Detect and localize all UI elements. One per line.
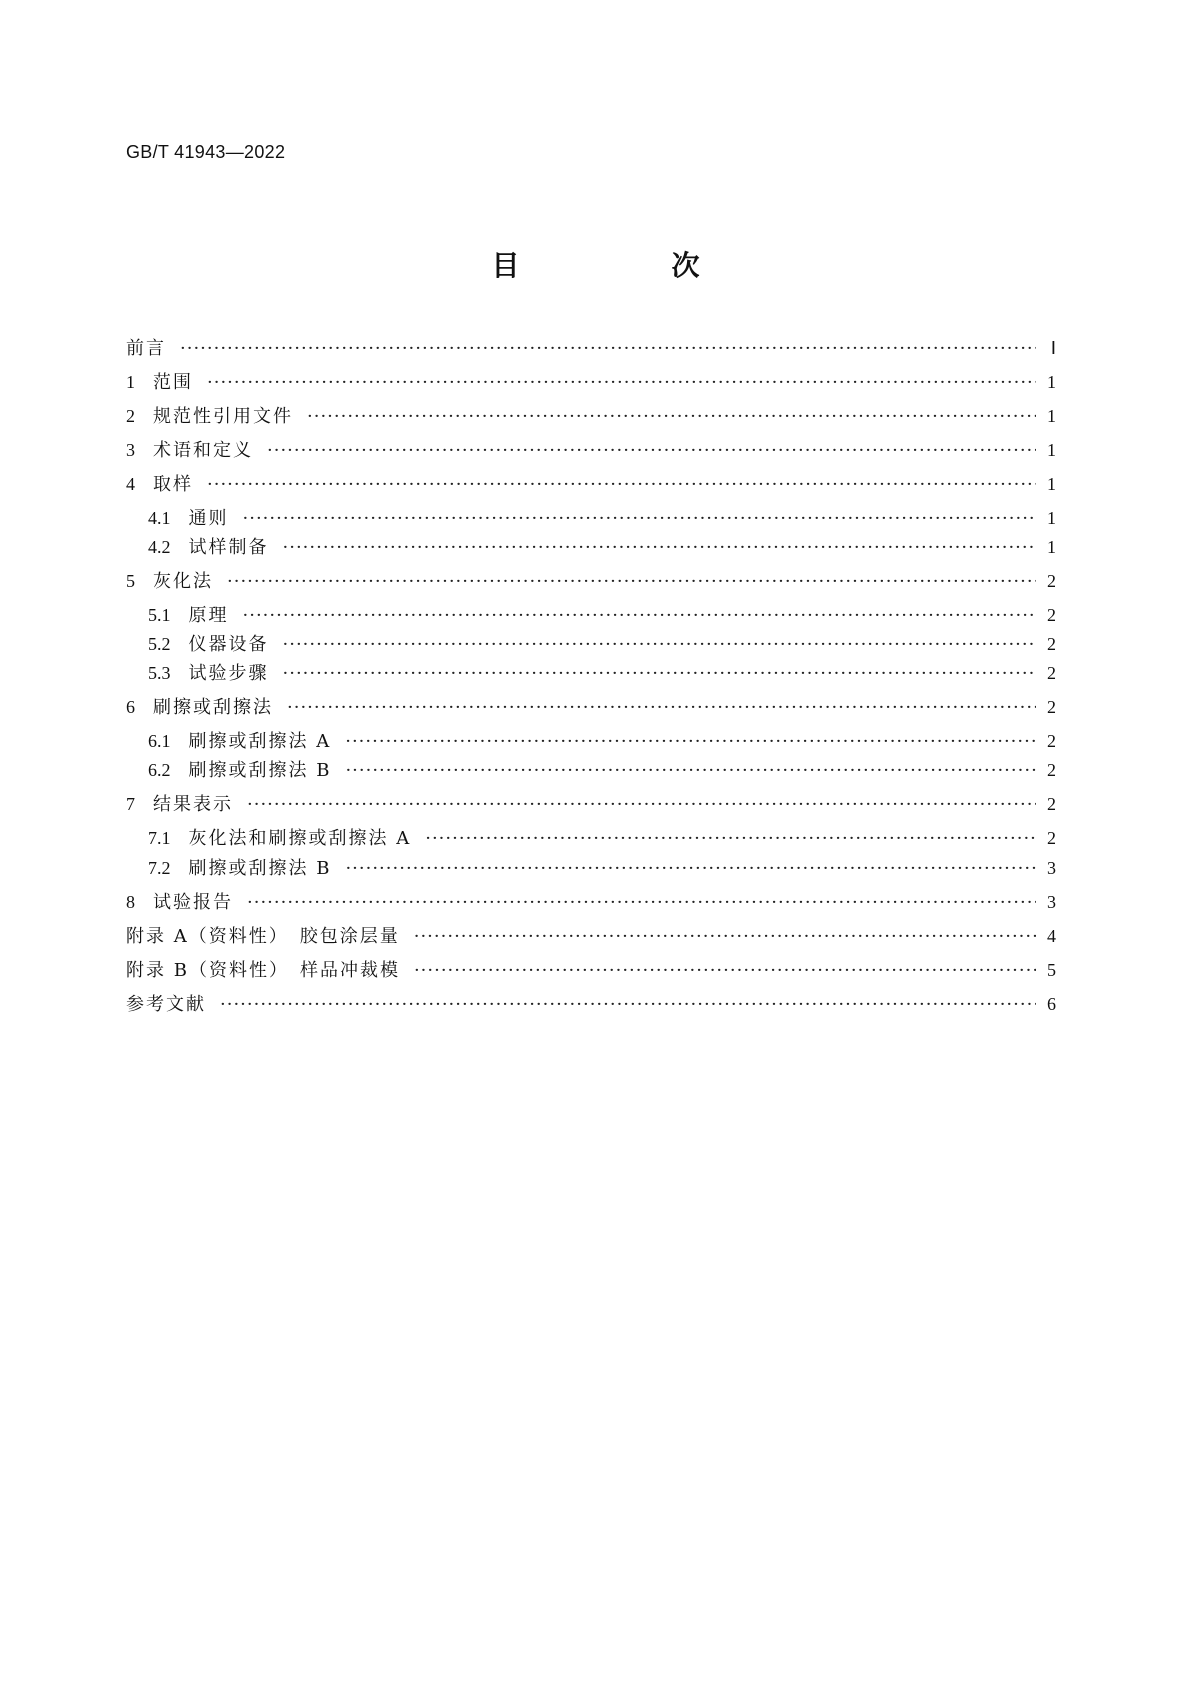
toc-entry-label: 灰化法: [153, 571, 213, 592]
toc-entry-number: 7.1: [148, 828, 171, 848]
toc-entry-label: 参考文献: [126, 994, 206, 1015]
toc-entry-number: 7.2: [148, 858, 171, 878]
toc-leader-dots: [414, 926, 1036, 947]
toc-leader-dots: [243, 605, 1037, 626]
toc-entry-page: 2: [1047, 605, 1056, 625]
toc-entry-page: 1: [1047, 508, 1056, 528]
toc-entry-page: 4: [1047, 926, 1056, 946]
toc-entry[interactable]: [148, 533, 1056, 559]
toc-entry-label: 规范性引用文件: [153, 406, 293, 427]
toc-entry[interactable]: [126, 368, 1056, 394]
toc-entry-page: 2: [1047, 731, 1056, 751]
toc-entry[interactable]: [126, 888, 1056, 914]
toc-entry-label: 原理: [188, 605, 229, 626]
toc-leader-dots: [247, 794, 1036, 815]
toc-leader-dots: [283, 537, 1037, 558]
toc-leader-dots: [180, 338, 1036, 359]
toc-entry-page: 1: [1047, 372, 1056, 392]
toc-entry[interactable]: [126, 470, 1056, 496]
toc-entry-label: 附录 A（资料性） 胶包涂层量: [126, 926, 400, 947]
toc-entry-page: Ⅰ: [1050, 338, 1056, 358]
toc-entry[interactable]: [148, 630, 1056, 656]
toc-entry-page: 3: [1047, 892, 1056, 912]
toc-entry-label: 灰化法和刷擦或刮擦法 A: [188, 828, 412, 849]
toc-entry-number: 4.2: [148, 537, 171, 557]
toc-entry-label: 取样: [153, 474, 193, 495]
toc-entry-page: 2: [1047, 828, 1056, 848]
toc-entry-number: 3: [126, 440, 135, 460]
toc-entry[interactable]: [126, 693, 1056, 719]
toc-leader-dots: [283, 663, 1037, 684]
toc-leader-dots: [345, 731, 1036, 752]
toc-leader-dots: [283, 634, 1037, 655]
toc-entry-page: 2: [1047, 760, 1056, 780]
toc-entry-number: 5: [126, 571, 135, 591]
toc-entry-page: 6: [1047, 994, 1056, 1014]
toc-entry-number: 4: [126, 474, 135, 494]
toc-entry[interactable]: [148, 504, 1056, 530]
toc-entry[interactable]: [126, 436, 1056, 462]
toc-leader-dots: [345, 858, 1036, 879]
toc-entry[interactable]: [126, 567, 1056, 593]
toc-entry-label: 试验步骤: [188, 663, 269, 684]
toc-entry-page: 1: [1047, 406, 1056, 426]
toc-entry-number: 7: [126, 794, 135, 814]
toc-leader-dots: [345, 760, 1036, 781]
toc-entry-label: 结果表示: [153, 794, 233, 815]
toc-entry-page: 2: [1047, 571, 1056, 591]
toc-leader-dots: [414, 960, 1036, 981]
toc-entry[interactable]: [148, 601, 1056, 627]
toc-leader-dots: [207, 474, 1036, 495]
toc-entry[interactable]: [148, 824, 1056, 850]
toc-entry-page: 5: [1047, 960, 1056, 980]
toc-entry-label: 试验报告: [153, 892, 233, 913]
toc-entry-number: 2: [126, 406, 135, 426]
toc-leader-dots: [287, 697, 1036, 718]
toc-entry-label: 范围: [153, 372, 193, 393]
toc-entry-label: 刷擦或刮擦法 B: [188, 760, 332, 781]
toc-leader-dots: [425, 828, 1036, 849]
toc-entry-page: 1: [1047, 440, 1056, 460]
toc-entry[interactable]: [148, 727, 1056, 753]
toc-leader-dots: [220, 994, 1036, 1015]
toc-entry-label: 术语和定义: [153, 440, 253, 461]
toc-entry-page: 3: [1047, 858, 1056, 878]
toc-entry[interactable]: [126, 990, 1056, 1016]
toc-entry-label: 仪器设备: [188, 634, 269, 655]
toc-entry[interactable]: [148, 756, 1056, 782]
toc-entry[interactable]: [148, 659, 1056, 685]
toc-entry-number: 5.2: [148, 634, 171, 654]
toc-entry[interactable]: [126, 956, 1056, 982]
toc-entry-number: 5.1: [148, 605, 171, 625]
toc-entry[interactable]: [126, 790, 1056, 816]
toc-entry-label: 试样制备: [188, 537, 269, 558]
toc-entry-page: 2: [1047, 634, 1056, 654]
toc-entry[interactable]: [126, 402, 1056, 428]
toc-entry-number: 1: [126, 372, 135, 392]
toc-entry-label: 附录 B（资料性） 样品冲裁模: [126, 960, 400, 981]
toc-entry-page: 2: [1047, 794, 1056, 814]
toc-leader-dots: [227, 571, 1036, 592]
toc-entry-number: 8: [126, 892, 135, 912]
toc-entry-label: 通则: [188, 508, 229, 529]
toc-entry[interactable]: [126, 922, 1056, 948]
toc-entry-page: 2: [1047, 663, 1056, 683]
toc-entry-page: 1: [1047, 537, 1056, 557]
standard-code: GB/T 41943—2022: [126, 142, 286, 162]
toc-entry-number: 4.1: [148, 508, 171, 528]
toc-entry[interactable]: [148, 854, 1056, 880]
toc-entry[interactable]: [126, 334, 1056, 360]
toc-entry-label: 刷擦或刮擦法 B: [188, 858, 332, 879]
toc-entry-label: 刷擦或刮擦法: [153, 697, 273, 718]
toc-leader-dots: [207, 372, 1036, 393]
toc-entry-page: 1: [1047, 474, 1056, 494]
toc-leader-dots: [247, 892, 1036, 913]
toc-entry-number: 5.3: [148, 663, 171, 683]
toc-entry-page: 2: [1047, 697, 1056, 717]
toc-entry-number: 6.2: [148, 760, 171, 780]
toc-leader-dots: [243, 508, 1037, 529]
toc-leader-dots: [307, 406, 1036, 427]
toc-entry-number: 6: [126, 697, 135, 717]
page-title: 目 次: [491, 249, 762, 282]
toc-leader-dots: [267, 440, 1036, 461]
toc-entry-label: 前言: [126, 338, 166, 359]
toc-entry-number: 6.1: [148, 731, 171, 751]
toc-entry-label: 刷擦或刮擦法 A: [188, 731, 332, 752]
